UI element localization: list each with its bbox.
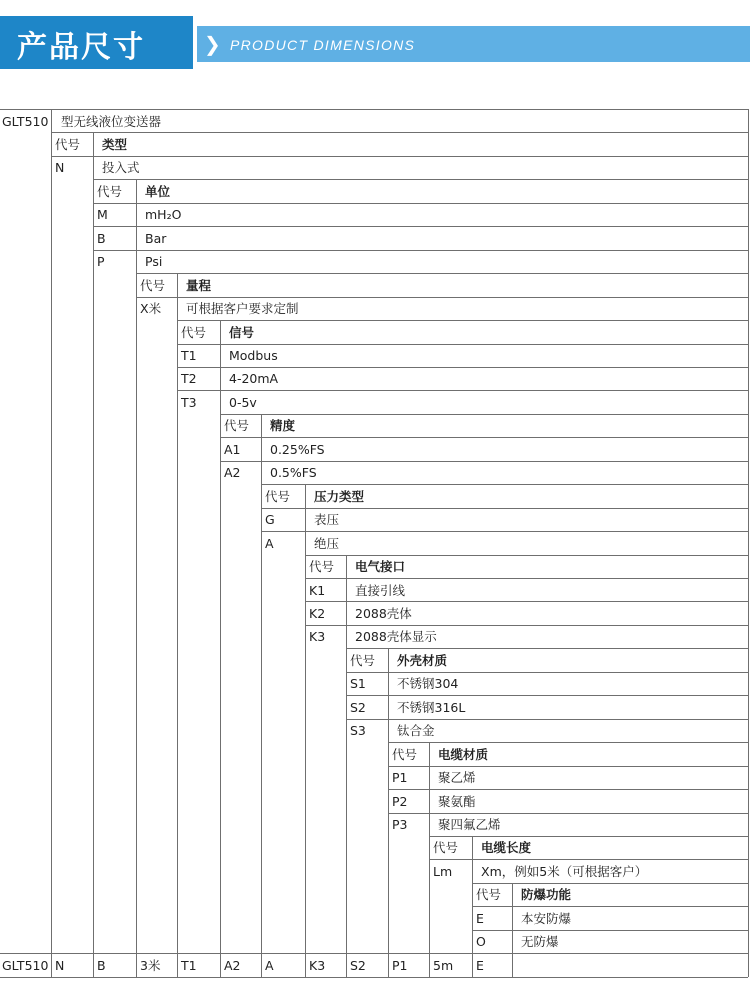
- option-name: 2088壳体显示: [355, 629, 437, 645]
- option-code: G: [265, 512, 275, 528]
- option-code: X米: [140, 301, 162, 317]
- table-row-line: [472, 906, 748, 907]
- option-code: S3: [350, 723, 366, 739]
- table-divider: [93, 179, 94, 976]
- option-code: K1: [309, 582, 326, 598]
- table-row-line: [177, 390, 748, 391]
- option-code: E: [476, 910, 484, 926]
- example-code-cell: 3米: [140, 957, 161, 973]
- option-name: 聚乙烯: [438, 770, 476, 786]
- code-header: 代号: [392, 746, 418, 762]
- example-code-cell: GLT510: [2, 957, 49, 973]
- option-name: 可根据客户要求定制: [186, 301, 299, 317]
- code-header: 代号: [97, 183, 123, 199]
- option-name: 不锈钢304: [397, 676, 459, 692]
- table-divider: [220, 414, 221, 977]
- group-header: 外壳材质: [397, 652, 448, 668]
- section-title-box: [0, 16, 193, 69]
- option-name: 4-20mA: [229, 371, 279, 387]
- table-row-line: [51, 132, 748, 133]
- table-border-right: [748, 109, 749, 977]
- section-subtitle-bar: [197, 26, 750, 62]
- group-header: 电缆材质: [438, 746, 489, 762]
- option-code: M: [97, 207, 108, 223]
- option-name: 聚氨酯: [438, 793, 476, 809]
- code-header: 代号: [433, 840, 459, 856]
- option-name: 投入式: [102, 160, 140, 176]
- example-code-cell: P1: [392, 957, 408, 973]
- option-name: 不锈钢316L: [397, 699, 466, 715]
- example-code-cell: B: [97, 957, 106, 973]
- table-row-line: [93, 203, 748, 204]
- table-divider: [51, 109, 52, 132]
- option-name: 聚四氟乙烯: [438, 817, 501, 832]
- group-header: 电气接口: [355, 559, 406, 575]
- table-row-line: [136, 273, 748, 274]
- table-divider: [177, 320, 178, 977]
- table-divider: [512, 953, 513, 976]
- example-code-cell: T1: [181, 957, 197, 973]
- code-header: 代号: [476, 887, 502, 903]
- option-code: O: [476, 934, 486, 950]
- option-code: T2: [181, 371, 197, 387]
- table-row-line: [177, 320, 748, 321]
- code-header: 代号: [181, 324, 207, 340]
- option-name: 绝压: [314, 535, 340, 551]
- example-code-cell: S2: [350, 957, 366, 973]
- group-header: 类型: [102, 136, 128, 152]
- model-code: GLT510: [2, 113, 49, 129]
- option-code: B: [97, 230, 106, 246]
- example-code-cell: K3: [309, 957, 326, 973]
- option-name: Psi: [145, 254, 163, 270]
- group-header: 防爆功能: [521, 887, 572, 903]
- group-header: 压力类型: [314, 488, 365, 504]
- example-code-cell: 5m: [433, 957, 454, 973]
- table-divider: [512, 883, 513, 953]
- table-divider: [261, 484, 262, 976]
- table-row-line: [0, 953, 748, 954]
- option-code: T1: [181, 348, 197, 363]
- table-border-bottom: [0, 977, 748, 978]
- table-divider: [136, 273, 137, 977]
- table-divider: [261, 414, 262, 484]
- table-divider: [429, 836, 430, 977]
- option-code: A: [265, 535, 274, 551]
- option-code: A1: [224, 441, 241, 457]
- option-name: 0.5%FS: [270, 465, 317, 481]
- option-name: Bar: [145, 230, 167, 246]
- option-code: N: [55, 160, 65, 176]
- option-code: K3: [309, 629, 326, 645]
- table-divider: [346, 648, 347, 976]
- option-code: P2: [392, 793, 408, 809]
- group-header: 精度: [270, 418, 296, 434]
- table-divider: [51, 132, 52, 976]
- option-code: S1: [350, 676, 366, 692]
- option-name: 钛合金: [397, 723, 435, 739]
- table-row-line: [93, 179, 748, 180]
- group-header: 信号: [229, 324, 255, 340]
- option-code: P1: [392, 770, 408, 786]
- option-name: 0.25%FS: [270, 441, 325, 457]
- table-row-line: [472, 883, 748, 884]
- table-row-line: [93, 250, 748, 251]
- section-subtitle: PRODUCT DIMENSIONS: [230, 37, 416, 53]
- table-divider: [388, 742, 389, 977]
- chevron-right-icon: ❯: [204, 32, 221, 56]
- example-code-cell: A2: [224, 957, 241, 973]
- code-header: 代号: [309, 559, 335, 575]
- table-row-line: [51, 156, 748, 157]
- table-row-line: [93, 226, 748, 227]
- table-row-line: [429, 836, 748, 837]
- option-code: A2: [224, 465, 241, 481]
- table-row-line: [472, 930, 748, 931]
- option-name: Modbus: [229, 348, 278, 363]
- option-name: mH₂O: [145, 207, 182, 223]
- example-code-cell: A: [265, 957, 274, 973]
- code-header: 代号: [224, 418, 250, 434]
- model-name: 型无线液位变送器: [61, 113, 162, 129]
- option-code: S2: [350, 699, 366, 715]
- example-code-cell: N: [55, 957, 65, 973]
- option-code: P: [97, 254, 105, 270]
- example-code-cell: E: [476, 957, 484, 973]
- option-name: 2088壳体: [355, 605, 412, 621]
- group-header: 单位: [145, 183, 171, 199]
- option-code: Lm: [433, 863, 453, 879]
- group-header: 量程: [186, 277, 212, 293]
- option-name: 无防爆: [521, 934, 559, 950]
- code-header: 代号: [265, 488, 291, 504]
- group-header: 电缆长度: [481, 840, 532, 856]
- option-code: K2: [309, 605, 326, 621]
- option-name: 本安防爆: [521, 910, 572, 926]
- section-title: 产品尺寸: [17, 30, 145, 65]
- option-name: 0-5v: [229, 394, 257, 410]
- code-header: 代号: [140, 277, 166, 293]
- code-header: 代号: [55, 136, 81, 152]
- option-name: 表压: [314, 512, 340, 528]
- option-name: 直接引线: [355, 582, 406, 598]
- table-divider: [305, 555, 306, 977]
- option-code: P3: [392, 817, 408, 832]
- table-divider: [305, 484, 306, 554]
- table-row-line: [220, 414, 748, 415]
- option-code: T3: [181, 394, 197, 410]
- code-header: 代号: [350, 652, 376, 668]
- option-name: Xm，例如5米（可根据客户）: [481, 863, 648, 879]
